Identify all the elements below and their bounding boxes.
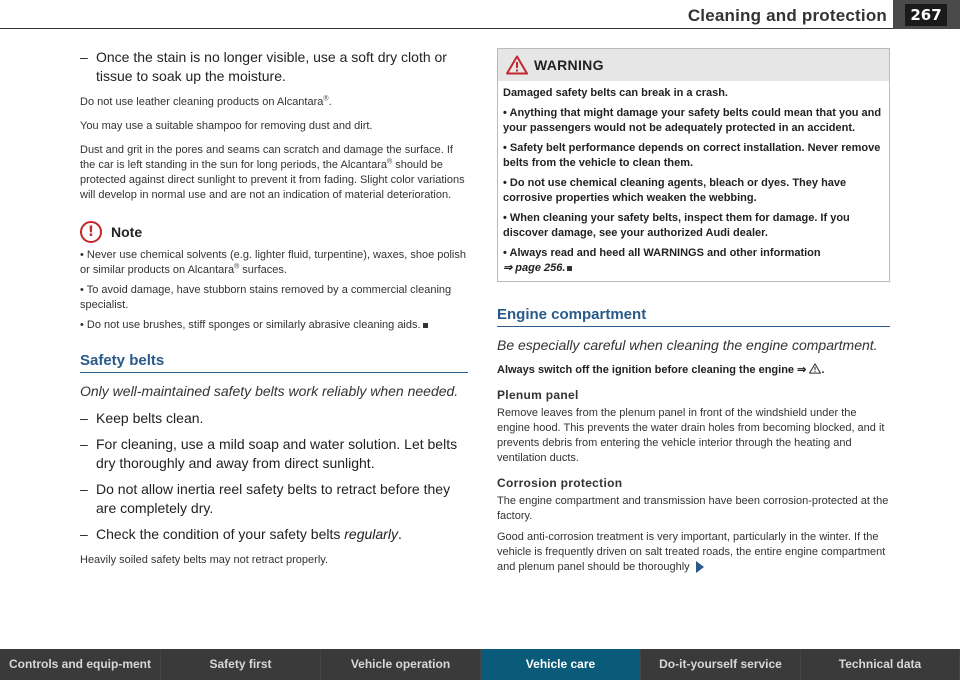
warning-item — [503, 246, 883, 276]
note-item — [80, 283, 468, 313]
bullet: • — [80, 319, 84, 331]
para-dust — [80, 143, 468, 203]
step-text: Once the stain is no longer visible, use a soft dry cloth or tissue to soak up the moisture. — [96, 49, 447, 84]
footer-tab-vehicle-operation[interactable]: Vehicle operation — [321, 649, 481, 680]
section-intro: Only well-maintained safety belts work reliably when needed. — [80, 383, 459, 399]
warning-text: Do not use chemical cleaning agents, bleach or dyes. They have corrosive properties which weaken the webbing. — [503, 177, 847, 204]
chapter-title: Cleaning and protection — [687, 6, 887, 25]
warning-header — [498, 49, 889, 81]
warning-body — [498, 81, 889, 281]
warning-triangle-icon — [809, 363, 821, 374]
dash-marker: – — [80, 526, 88, 542]
para-text: Do not use leather cleaning products on Alcantara — [80, 96, 324, 108]
warning-text: Always read and heed all WARNINGS and other information — [509, 247, 821, 259]
corrosion-text-continued — [497, 530, 890, 575]
step-item — [80, 525, 468, 544]
footer-tab-vehicle-care[interactable]: Vehicle care — [481, 649, 641, 680]
right-column — [497, 48, 890, 575]
section-title-safety-belts: Safety belts — [80, 352, 468, 373]
arrow-icon: ⇒ — [503, 262, 513, 274]
para-footnote: Heavily soiled safety belts may not retract properly. — [80, 554, 329, 566]
warning-text: Safety belt performance depends on correct installation. Never remove belts from the vehicle to clean them. — [503, 142, 881, 169]
bullet: • — [503, 107, 507, 119]
exclamation-icon: ! — [80, 221, 102, 243]
bullet: • — [503, 212, 507, 224]
step-emphasis: regularly — [344, 526, 398, 542]
para-text: . — [328, 96, 332, 108]
registered-mark: ® — [386, 158, 393, 166]
warning-title: WARNING — [534, 57, 604, 73]
header-rule — [0, 28, 893, 29]
step-text: Check the condition of your safety belts — [96, 526, 345, 542]
note-item — [80, 318, 468, 333]
left-column — [80, 48, 468, 568]
bullet: • — [503, 177, 507, 189]
note-title: Note — [111, 224, 143, 240]
subsection-title-plenum: Plenum panel — [497, 388, 579, 402]
warning-item — [503, 106, 883, 136]
subsection-title-corrosion: Corrosion protection — [497, 476, 623, 490]
step-item — [80, 435, 468, 473]
registered-mark: ® — [323, 95, 329, 103]
warning-triangle-icon — [506, 55, 528, 75]
warning-text: When cleaning your safety belts, inspect them for damage. If you discover damage, see your authorized Audi dealer. — [503, 212, 850, 239]
dash-marker: – — [80, 481, 88, 497]
note-text: surfaces. — [239, 264, 287, 276]
dash-marker: – — [80, 49, 88, 65]
footer-tab-controls[interactable]: Controls and equip-ment — [0, 649, 161, 680]
registered-mark: ® — [234, 263, 240, 271]
warning-item — [503, 211, 883, 241]
footer-tab-technical-data[interactable]: Technical data — [801, 649, 960, 680]
note-item — [80, 248, 468, 278]
bullet: • — [503, 247, 507, 259]
step-text: Do not allow inertia reel safety belts to retract before they are completely dry. — [96, 481, 451, 516]
corrosion-text: The engine compartment and transmission have been corrosion-protected at the factory. — [497, 495, 889, 522]
lead-text: Always switch off the ignition before cleaning the engine — [497, 364, 795, 376]
section-title-engine-compartment: Engine compartment — [497, 306, 890, 327]
step-text: Keep belts clean. — [96, 410, 204, 426]
footer-tab-safety-first[interactable]: Safety first — [161, 649, 321, 680]
warning-item — [503, 176, 883, 206]
plenum-text: Remove leaves from the plenum panel in front of the windshield under the engine hood. This prevents the water drain holes from becoming blocked, and it prevents debris from entering the vehicle interior through the heating and ventilation ducts. — [497, 407, 885, 464]
warning-text: Anything that might damage your safety belts could mean that you and your passengers would not be adequately protected in an accident. — [503, 107, 882, 134]
footer-tab-diy-service[interactable]: Do-it-yourself service — [641, 649, 801, 680]
dash-marker: – — [80, 410, 88, 426]
warning-box — [497, 48, 890, 282]
end-of-section-marker — [567, 266, 572, 271]
para-text: Dust and grit in the pores and seams can scratch and damage the surface. If the car is left standing in the sun for long periods, the Alcantara — [80, 144, 453, 171]
step-item — [80, 409, 468, 428]
para-text: Good anti-corrosion treatment is very important, particularly in the winter. If the vehicle is frequently driven on salt treated roads, the entire engine compartment and plenum panel should be thoroughly — [497, 531, 886, 573]
arrow-icon: ⇒ — [797, 364, 807, 376]
bullet: • — [80, 284, 84, 296]
para-text: should be protected against direct sunlight to prevent it from fading. Slight color variations will develop in normal use and are not an indication of material deterioration. — [80, 159, 465, 201]
page-reference-text: page 256. — [515, 262, 566, 274]
bullet: • — [503, 142, 507, 154]
warning-lead: Damaged safety belts can break in a crash. — [503, 87, 728, 99]
continue-arrow-icon — [696, 561, 704, 573]
step-text: . — [397, 526, 402, 542]
warning-item — [503, 141, 883, 171]
note-header — [80, 221, 468, 243]
page-number: 267 — [905, 4, 947, 26]
end-of-section-marker — [423, 323, 428, 328]
note-text: To avoid damage, have stubborn stains removed by a commercial cleaning specialist. — [80, 284, 452, 311]
engine-lead: Always switch off the ignition before cleaning the engine ⇒ . — [497, 364, 825, 376]
step-item — [80, 480, 468, 518]
para-shampoo: You may use a suitable shampoo for removing dust and dirt. — [80, 120, 373, 132]
dash-marker: – — [80, 436, 88, 452]
page-reference-link[interactable] — [503, 262, 565, 274]
note-text: Do not use brushes, stiff sponges or similarly abrasive cleaning aids. — [86, 319, 421, 331]
bullet: • — [80, 249, 84, 261]
step-text: For cleaning, use a mild soap and water solution. Let belts dry thoroughly and away from direct sunlight. — [96, 436, 458, 471]
step-moisture — [80, 48, 468, 86]
note-text: Never use chemical solvents (e.g. lighter fluid, turpentine), waxes, shoe polish or similar products on Alcantara — [80, 249, 466, 276]
para-leather — [80, 95, 468, 110]
footer-nav — [0, 649, 960, 680]
section-intro: Be especially careful when cleaning the engine compartment. — [497, 337, 878, 353]
